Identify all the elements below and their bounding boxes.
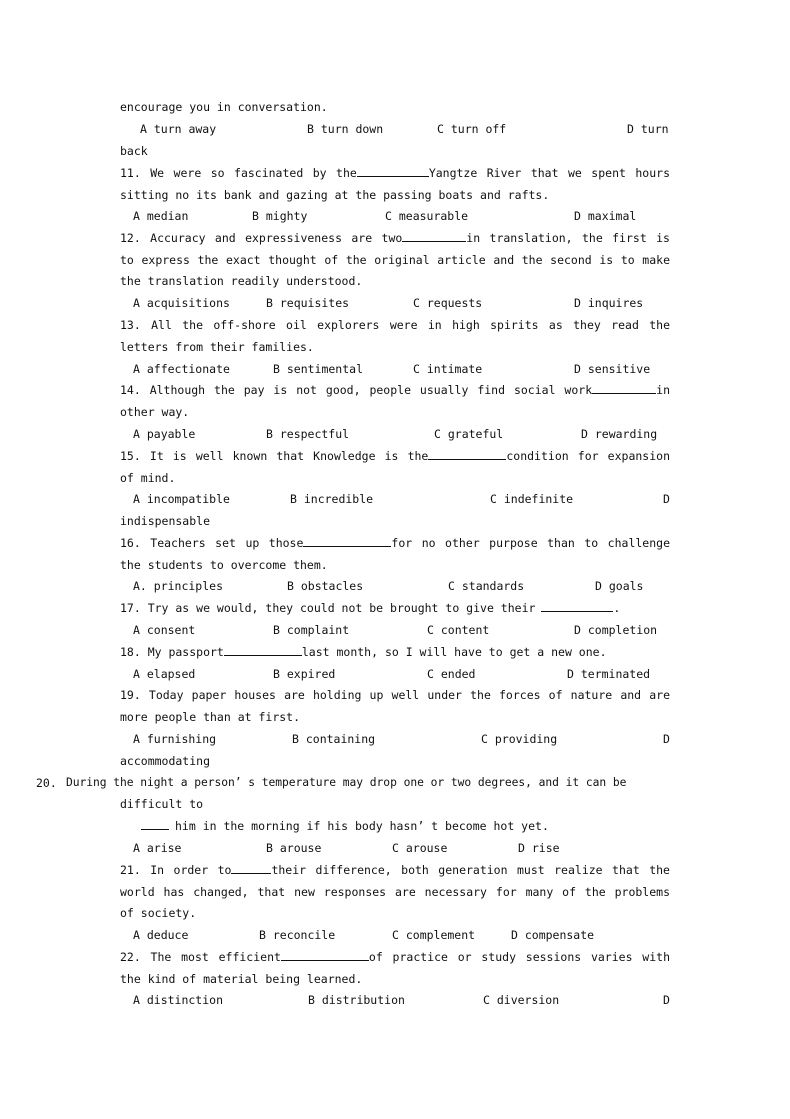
- text-line: During the night a person’ s temperature may drop one or two degrees, and it can be: [66, 776, 627, 789]
- question-text: 18. My passport: [120, 645, 224, 659]
- text-line: indispensable: [120, 514, 211, 528]
- question-text: in translation, the first is: [466, 231, 670, 245]
- options-row: [120, 576, 670, 596]
- option-c: C requests: [413, 296, 483, 310]
- question-text: condition for expansion: [506, 449, 670, 463]
- option-d: D maximal: [574, 209, 637, 223]
- text-line: other way.: [120, 405, 190, 419]
- option-b: B sentimental: [273, 362, 364, 376]
- question-text: 12. Accuracy and expressiveness are two: [120, 231, 403, 245]
- text-line: the translation readily understood.: [120, 274, 363, 288]
- option-a: A distinction: [133, 993, 224, 1007]
- text-line: encourage you in conversation.: [120, 100, 328, 114]
- question-text: him in the morning if his body hasn’ t become hot yet.: [175, 819, 549, 833]
- text-line: the kind of material being learned.: [120, 972, 363, 986]
- option-c: C providing: [481, 732, 558, 746]
- text-line: 13. All the off-shore oil explorers were in high spirits as they read the: [120, 318, 670, 332]
- option-c: C diversion: [483, 993, 560, 1007]
- option-b: B containing: [292, 732, 376, 746]
- option-a: A payable: [133, 427, 196, 441]
- option-a: A arise: [133, 841, 182, 855]
- option-d: D compensate: [511, 928, 595, 942]
- option-c: C complement: [392, 928, 476, 942]
- option-c: C content: [427, 623, 490, 637]
- option-d: D terminated: [567, 667, 651, 681]
- question-18: [120, 642, 670, 662]
- question-number: 20.: [36, 776, 57, 790]
- text-line: more people than at first.: [120, 710, 301, 724]
- text-line: 19. Today paper houses are holding up well under the forces of nature and are: [120, 688, 670, 702]
- option-c: C turn off: [437, 122, 507, 136]
- text-line: letters from their families.: [120, 340, 314, 354]
- question-text: 11. We were so fascinated by the: [120, 166, 357, 180]
- question-15: [120, 446, 670, 466]
- options-row: [120, 664, 670, 684]
- option-a: A deduce: [133, 928, 189, 942]
- option-a: A acquisitions: [133, 296, 230, 310]
- answer-blank: [303, 534, 391, 547]
- question-14: [120, 380, 670, 400]
- options-row: [120, 293, 670, 313]
- option-b: B requisites: [266, 296, 350, 310]
- options-row: [120, 990, 670, 1010]
- option-c: C indefinite: [490, 492, 574, 506]
- question-text: Yangtze River that we spent hours: [428, 166, 670, 180]
- text-line: accommodating: [120, 754, 211, 768]
- answer-blank: [224, 643, 302, 656]
- answer-blank: [141, 817, 169, 830]
- question-17: [120, 598, 670, 618]
- options-row: [120, 729, 670, 749]
- text-line: difficult to: [120, 797, 204, 811]
- option-a: A median: [133, 209, 189, 223]
- options-row: [120, 206, 670, 226]
- option-a: A furnishing: [133, 732, 217, 746]
- question-12: [120, 228, 670, 248]
- answer-blank: [281, 948, 369, 961]
- option-c: C intimate: [413, 362, 483, 376]
- answer-blank: [592, 381, 656, 394]
- text-line: sitting no its bank and gazing at the passing boats and rafts.: [120, 188, 550, 202]
- option-a: A elapsed: [133, 667, 196, 681]
- text-line: the students to overcome them.: [120, 558, 328, 572]
- options-row: [120, 925, 670, 945]
- question-text: their difference, both generation must realize that the: [271, 863, 670, 877]
- text-line: of mind.: [120, 471, 176, 485]
- options-row: [120, 424, 670, 444]
- answer-blank: [357, 164, 429, 177]
- option-c: C standards: [448, 579, 525, 593]
- option-a: A turn away: [140, 122, 217, 136]
- option-b: B respectful: [266, 427, 350, 441]
- question-16: [120, 533, 670, 553]
- answer-blank: [402, 229, 466, 242]
- options-row: [120, 489, 670, 509]
- question-text: for no other purpose than to challenge: [391, 536, 670, 550]
- option-a: A. principles: [133, 579, 224, 593]
- question-text: 16. Teachers set up those: [120, 536, 304, 550]
- option-a: A incompatible: [133, 492, 230, 506]
- answer-blank: [231, 861, 271, 874]
- answer-blank: [428, 447, 506, 460]
- option-b: B expired: [273, 667, 336, 681]
- question-text: .: [613, 601, 621, 615]
- answer-blank: [541, 599, 613, 612]
- option-d: D rewarding: [581, 427, 658, 441]
- option-b: B arouse: [266, 841, 322, 855]
- option-c: C arouse: [392, 841, 448, 855]
- text-line: to express the exact thought of the original article and the second is to make: [120, 253, 670, 267]
- question-20: [141, 816, 691, 836]
- question-text: 21. In order to: [120, 863, 232, 877]
- options-row: [120, 119, 670, 139]
- question-text: 17. Try as we would, they could not be brought to give their: [120, 601, 536, 615]
- question-11: [120, 163, 670, 183]
- option-d: D sensitive: [574, 362, 651, 376]
- question-22: [120, 947, 670, 967]
- text-line: back: [120, 144, 148, 158]
- option-c: C measurable: [385, 209, 469, 223]
- option-d: D: [663, 993, 670, 1007]
- question-21: [120, 860, 670, 880]
- option-d: D turn: [627, 122, 669, 136]
- option-a: A affectionate: [133, 362, 230, 376]
- option-d: D: [663, 492, 670, 506]
- option-b: B mighty: [252, 209, 308, 223]
- options-row: [120, 838, 670, 858]
- option-c: C grateful: [434, 427, 504, 441]
- option-b: B turn down: [307, 122, 384, 136]
- question-text: 22. The most efficient: [120, 950, 281, 964]
- text-line: world has changed, that new responses are necessary for many of the problems: [120, 885, 670, 899]
- option-b: B obstacles: [287, 579, 364, 593]
- option-d: D rise: [518, 841, 560, 855]
- option-d: D completion: [574, 623, 658, 637]
- option-d: D inquires: [574, 296, 644, 310]
- question-text: 15. It is well known that Knowledge is the: [120, 449, 429, 463]
- question-text: 14. Although the pay is not good, people usually find social work: [120, 383, 593, 397]
- option-d: D goals: [595, 579, 644, 593]
- text-line: of society.: [120, 906, 197, 920]
- option-b: B incredible: [290, 492, 374, 506]
- options-row: [120, 620, 670, 640]
- option-b: B distribution: [308, 993, 405, 1007]
- option-b: B complaint: [273, 623, 350, 637]
- question-text: of practice or study sessions varies with: [368, 950, 670, 964]
- option-a: A consent: [133, 623, 196, 637]
- option-b: B reconcile: [259, 928, 336, 942]
- option-c: C ended: [427, 667, 476, 681]
- question-text: last month, so I will have to get a new one.: [301, 645, 607, 659]
- question-text: in: [656, 383, 670, 397]
- options-row: [120, 359, 670, 379]
- option-d: D: [663, 732, 670, 746]
